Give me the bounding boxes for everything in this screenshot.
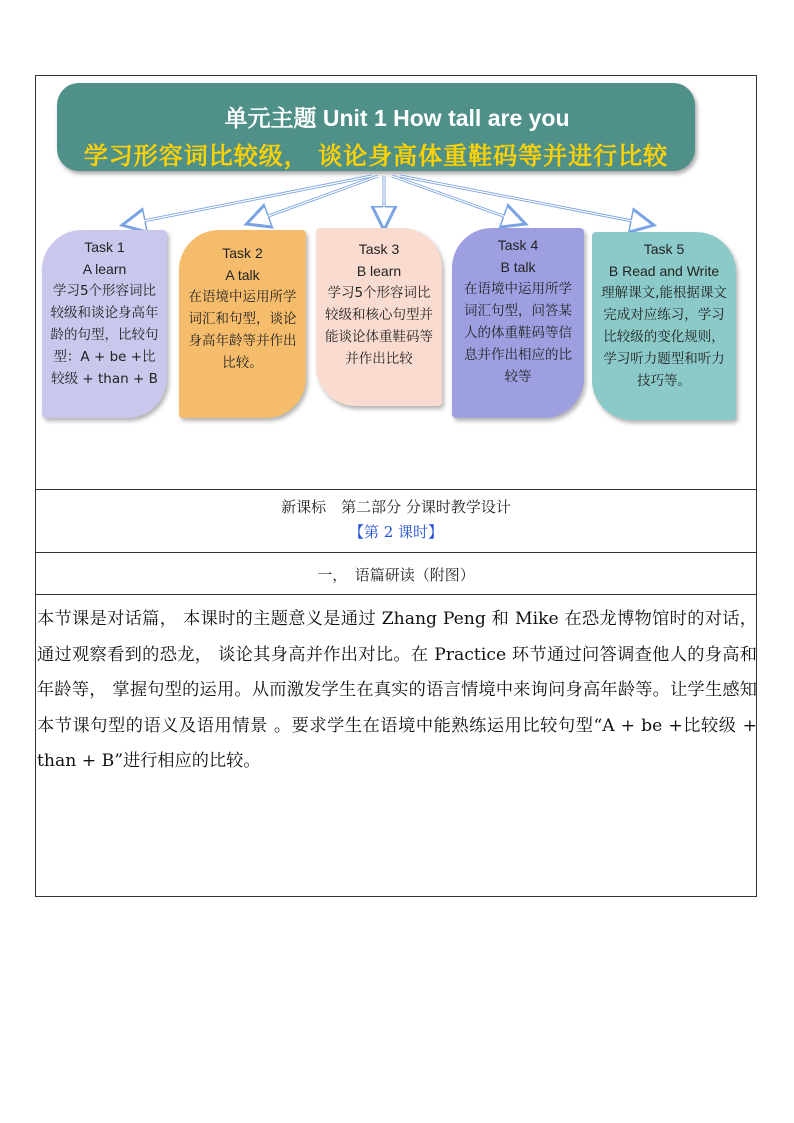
task-card-2 [179, 230, 306, 418]
divider [35, 594, 757, 595]
divider [35, 552, 757, 553]
task-title: Task 4 [497, 237, 539, 253]
section-heading: 新课标 第二部分 分课时教学设计 [281, 498, 511, 516]
task-title: Task 5 [643, 241, 685, 257]
subsection-heading: 一， 语篇研读（附图） [317, 566, 475, 584]
task-card-1 [42, 230, 167, 418]
task-description: 在语境中运用所学词汇句型，问答某人的体重鞋码等信息并作出相应的比较等 [464, 281, 572, 385]
divider [35, 489, 757, 490]
discourse-analysis-paragraph: 本节课是对话篇， 本课时的主题意义是通过 Zhang Peng 和 Mike 在恐龙博物馆时的对话，通过观察看到的恐龙， 谈论其身高并作出对比。在 Practice 环节通过问答调查他人的身高和年龄等， 掌握句型的运用。从而激发学生在真实的语言情境中来询问身高年龄等。让学生感知本节课句型的语义及语用情景 。要求学生在语境中能熟练运用比较句型“A + be +比较级 + than + B”进行相应的比较。 [37, 609, 757, 771]
task-subtitle: B learn [356, 263, 402, 279]
task-title: Task 1 [84, 239, 125, 255]
lesson-label [35, 521, 757, 542]
task-subtitle: B Read and Write [608, 263, 720, 279]
task-subtitle: A talk [225, 267, 260, 283]
task-subtitle: B talk [500, 259, 536, 275]
task-description: 理解课文,能根据课文完成对应练习，学习比较级的变化规则，学习听力题型和听力技巧等。 [601, 285, 727, 389]
banner-subtitle: 学习形容词比较级， 谈论身高体重鞋码等并进行比较 [83, 142, 669, 170]
lesson-open: 【第 [348, 523, 384, 541]
lesson-number: 2 [383, 523, 394, 541]
connector-arrows [0, 0, 794, 240]
task-description: 学习5个形容词比较级和核心句型并能谈论体重鞋码等并作出比较 [325, 285, 433, 367]
task-description: 学习5个形容词比较级和谈论身高年龄的句型，比较句型：A + be +比较级 + than + B [50, 283, 159, 387]
task-card-3 [316, 228, 442, 406]
task-description: 在语境中运用所学词汇和句型，谈论身高年龄等并作出比较。 [188, 289, 297, 371]
task-card-5 [592, 232, 736, 420]
lesson-close: 课时】 [393, 523, 444, 541]
task-subtitle: A learn [82, 261, 127, 277]
task-title: Task 3 [358, 241, 400, 257]
task-card-4 [452, 228, 584, 418]
banner-title: 单元主题 Unit 1 How tall are you [224, 105, 570, 131]
task-title: Task 2 [222, 245, 263, 261]
